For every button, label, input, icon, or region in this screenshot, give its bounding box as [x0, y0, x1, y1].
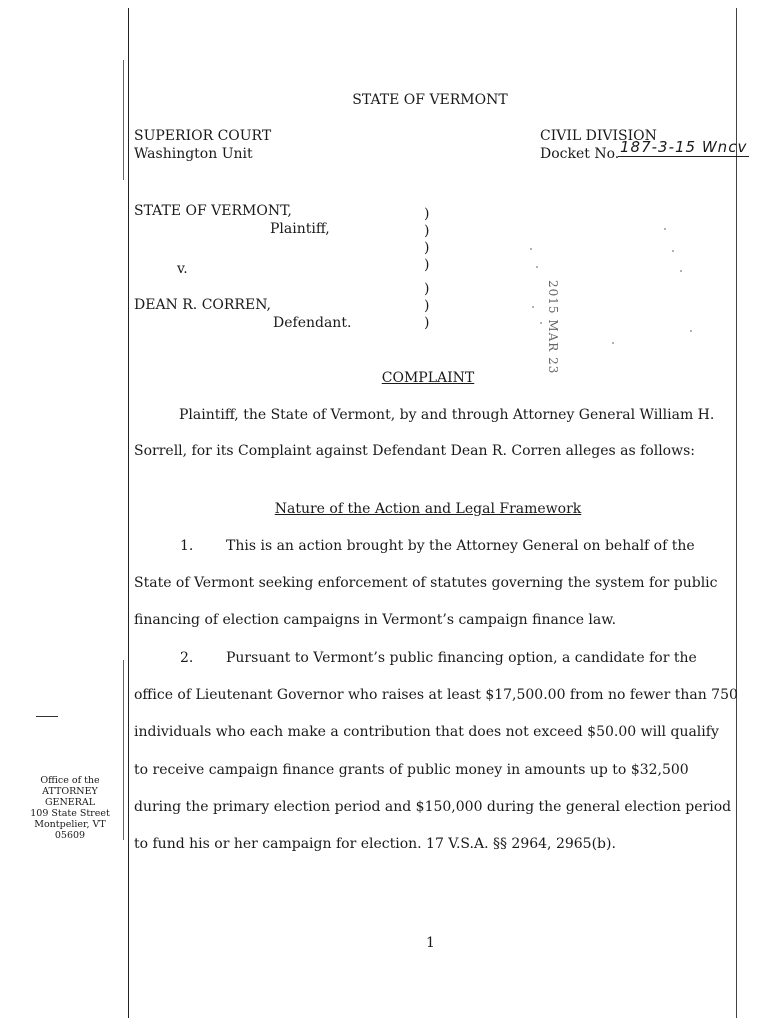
plaintiff-name: STATE OF VERMONT, [134, 203, 292, 219]
court-division: CIVIL DIVISION [540, 128, 657, 144]
paragraph-line: to receive campaign finance grants of public money in amounts up to $32,500 [134, 762, 689, 778]
stamp-speck [664, 228, 666, 230]
stamp-speck [540, 322, 542, 324]
paragraph-line: This is an action brought by the Attorney General on behalf of the [226, 538, 695, 554]
paragraph-line: financing of election campaigns in Vermont’s campaign finance law. [134, 612, 617, 628]
complaint-heading: COMPLAINT [381, 370, 475, 386]
docket-label: Docket No. [540, 146, 620, 162]
sidebar-line: ATTORNEY [42, 786, 98, 797]
intro-line: Plaintiff, the State of Vermont, by and through Attorney General William H. [179, 407, 715, 423]
caption-paren: ) [424, 257, 430, 273]
page-title: STATE OF VERMONT [352, 92, 508, 108]
intro-line: Sorrell, for its Complaint against Defendant Dean R. Corren alleges as follows: [134, 443, 695, 459]
court-name: SUPERIOR COURT [134, 128, 272, 144]
caption-paren: ) [424, 298, 430, 314]
stamp-speck [530, 248, 532, 250]
paragraph-number: 1. [180, 538, 194, 554]
stamp-speck [536, 266, 538, 268]
left-margin-rule-inner-2 [123, 660, 124, 840]
sidebar-line: 109 State Street [30, 808, 110, 819]
plaintiff-role: Plaintiff, [270, 221, 330, 237]
stamp-speck [612, 342, 614, 344]
versus: v. [177, 261, 188, 277]
paragraph-line: office of Lieutenant Governor who raises at least $17,500.00 from no fewer than 750 [134, 687, 738, 703]
caption-paren: ) [424, 315, 430, 331]
caption-paren: ) [424, 240, 430, 256]
paragraph-line: State of Vermont seeking enforcement of statutes governing the system for public [134, 575, 718, 591]
paragraph-number: 2. [180, 650, 194, 666]
sidebar-line: 05609 [54, 830, 86, 841]
sidebar-line: Office of the [40, 775, 100, 786]
paragraph-line: during the primary election period and $150,000 during the general election period [134, 799, 732, 815]
caption-paren: ) [424, 281, 430, 297]
paragraph-line: Pursuant to Vermont’s public financing option, a candidate for the [226, 650, 697, 666]
page-number: 1 [426, 935, 435, 951]
paragraph-line: individuals who each make a contribution that does not exceed $50.00 will qualify [134, 724, 719, 740]
sidebar-dash [36, 716, 58, 717]
stamp-speck [532, 306, 534, 308]
docket-number-handwritten: 187-3-15 Wncv [620, 138, 748, 156]
paragraph-line: to fund his or her campaign for election. 17 V.S.A. §§ 2964, 2965(b). [134, 836, 616, 852]
attorney-general-address [22, 775, 118, 841]
court-unit: Washington Unit [134, 146, 253, 162]
section-heading: Nature of the Action and Legal Framework [274, 501, 582, 517]
caption-paren: ) [424, 206, 430, 222]
defendant-name: DEAN R. CORREN, [134, 297, 271, 313]
stamp-speck [672, 250, 674, 252]
sidebar-line: Montpelier, VT [34, 819, 106, 830]
defendant-role: Defendant. [273, 315, 352, 331]
sidebar-line: GENERAL [44, 797, 96, 808]
left-margin-rule-inner [123, 60, 124, 180]
stamp-speck [690, 330, 692, 332]
stamp-speck [680, 270, 682, 272]
filing-date-stamp: 2015 MAR 23 [546, 280, 560, 375]
caption-paren: ) [424, 223, 430, 239]
